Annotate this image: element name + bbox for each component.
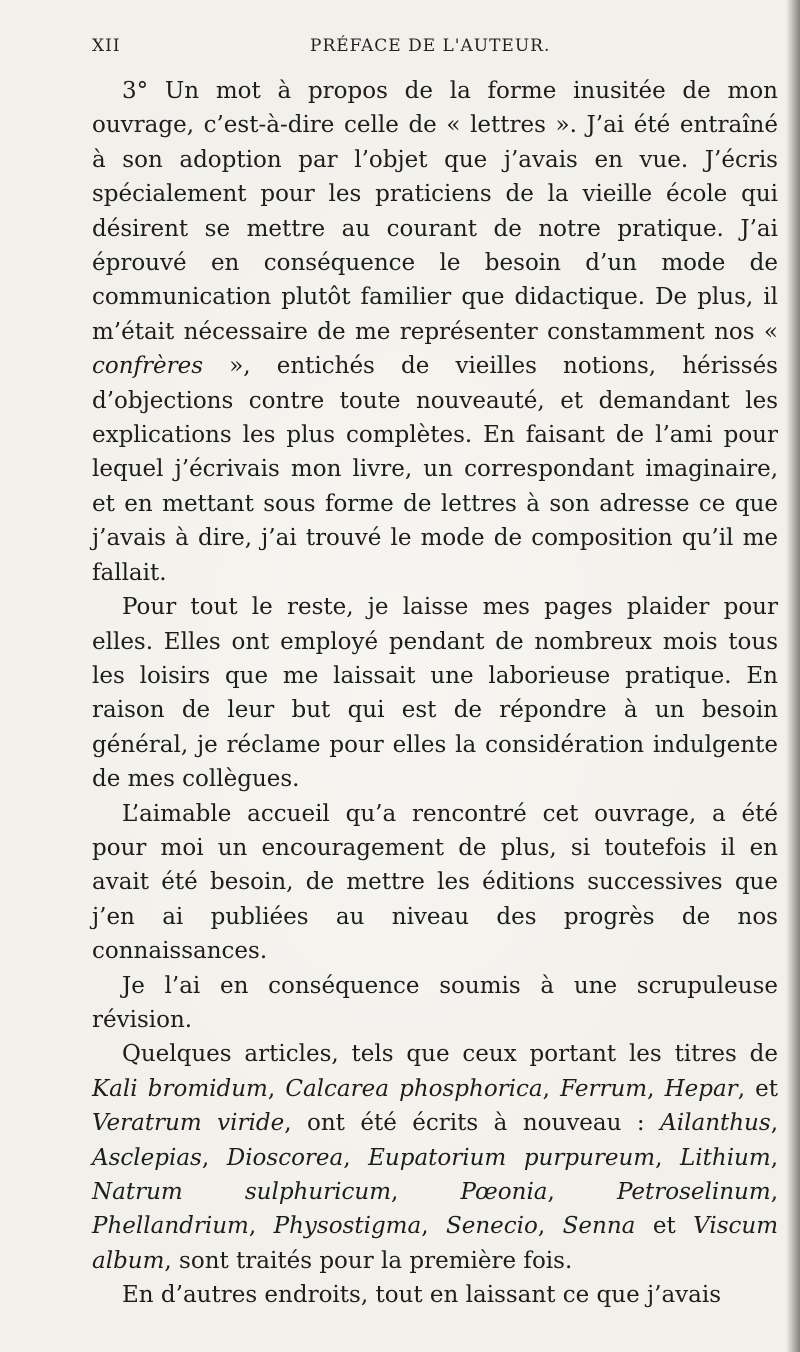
italic-term: Asclepias — [92, 1144, 202, 1171]
text-run: , — [770, 1110, 778, 1137]
text-run: , — [770, 1179, 778, 1205]
text-run: En d’autres endroits, tout en laissant ce que j’avais — [122, 1282, 722, 1309]
italic-term: Hepar — [664, 1075, 738, 1102]
text-run: , — [542, 1075, 561, 1102]
text-run: , — [201, 1144, 227, 1171]
italic-term: Pœonia — [460, 1179, 548, 1205]
italic-term: Eupatorium purpureum — [368, 1144, 656, 1171]
italic-term: Ailanthus — [660, 1110, 771, 1137]
text-run: », entichés de vieilles notions, hérissés d’objections contre toute nouveauté, et demandant les explications les plus complètes. En faisant de l’ami pour lequel j’écrivais mon livre, un correspondant imaginaire, et en mettant sous forme de lettres à son adresse ce que j’avais à dire, j’ai trouvé le mode de composition qu’il me fallait. — [92, 353, 778, 586]
italic-term: Kali bromidum — [92, 1075, 268, 1102]
text-run: , — [391, 1179, 461, 1205]
paragraph — [92, 74, 778, 590]
text-run: , ont été écrits à nouveau : — [284, 1110, 661, 1137]
text-run: , — [537, 1213, 563, 1240]
italic-term: Senna — [562, 1213, 636, 1240]
italic-term: Senecio — [446, 1213, 538, 1240]
italic-term: Physostigma — [273, 1213, 422, 1240]
italic-term: Phellandrium — [92, 1213, 249, 1240]
paragraph — [92, 1037, 778, 1278]
text-run: Quelques articles, tels que ceux portant les titres de — [122, 1041, 778, 1068]
text-run: , — [267, 1075, 286, 1102]
text-run: , sont traités pour la première fois. — [164, 1247, 573, 1274]
paragraph — [92, 797, 778, 969]
page-number: XII — [92, 36, 121, 56]
italic-term: Natrum sulphuricum — [92, 1179, 392, 1205]
text-run: , — [770, 1144, 778, 1171]
italic-term: Veratrum viride — [92, 1110, 285, 1137]
text-run: , — [547, 1179, 617, 1205]
paragraph — [92, 590, 778, 796]
text-run: et — [635, 1213, 694, 1240]
text-run: , — [647, 1075, 665, 1102]
italic-term: Viscum album — [92, 1213, 779, 1274]
text-run: , — [343, 1144, 369, 1171]
text-run: , — [421, 1213, 446, 1240]
italic-term: Calcarea phosphorica — [285, 1075, 543, 1102]
body-text — [92, 74, 778, 1313]
text-run: Je l’ai en conséquence soumis à une scrupuleuse révision. — [92, 972, 778, 1033]
running-title: PRÉFACE DE L'AUTEUR. — [310, 36, 551, 56]
page-header — [92, 36, 772, 66]
text-run: , — [248, 1213, 274, 1240]
text-run: , — [655, 1144, 681, 1171]
paragraph — [92, 969, 778, 1038]
italic-term: confrères — [92, 353, 204, 380]
text-run: L’aimable accueil qu’a rencontré cet ouvrage, a été pour moi un encouragement de plus, si toutefois il en avait été besoin, de mettre les éditions successives que j’en ai publiées au niveau des progrès de nos connaissances. — [92, 800, 778, 965]
italic-term: Petroselinum — [616, 1179, 771, 1205]
paragraph — [92, 1278, 778, 1312]
text-run: 3° Un mot à propos de la forme inusitée de mon ouvrage, c’est-à-dire celle de « lettres ». J’ai été entraîné à son adoption par l’objet que j’avais en vue. J’écris spécialement pour les praticiens de la vieille école qui désirent se mettre au courant de notre pratique. J’ai éprouvé en conséquence le besoin d’un mode de communication plutôt familier que didactique. De plus, il m’était nécessaire de me représenter constamment nos « — [92, 78, 778, 345]
page-edge-shadow — [786, 0, 800, 1352]
text-run: Pour tout le reste, je laisse mes pages plaider pour elles. Elles ont employé pendant de nombreux mois tous les loisirs que me laissait une laborieuse pratique. En raison de leur but qui est de répondre à un besoin général, je réclame pour elles la considération indulgente de mes collègues. — [92, 594, 778, 793]
italic-term: Dioscorea — [226, 1144, 344, 1171]
italic-term: Lithium — [680, 1144, 771, 1171]
text-run: , et — [737, 1075, 779, 1102]
italic-term: Ferrum — [560, 1075, 648, 1102]
